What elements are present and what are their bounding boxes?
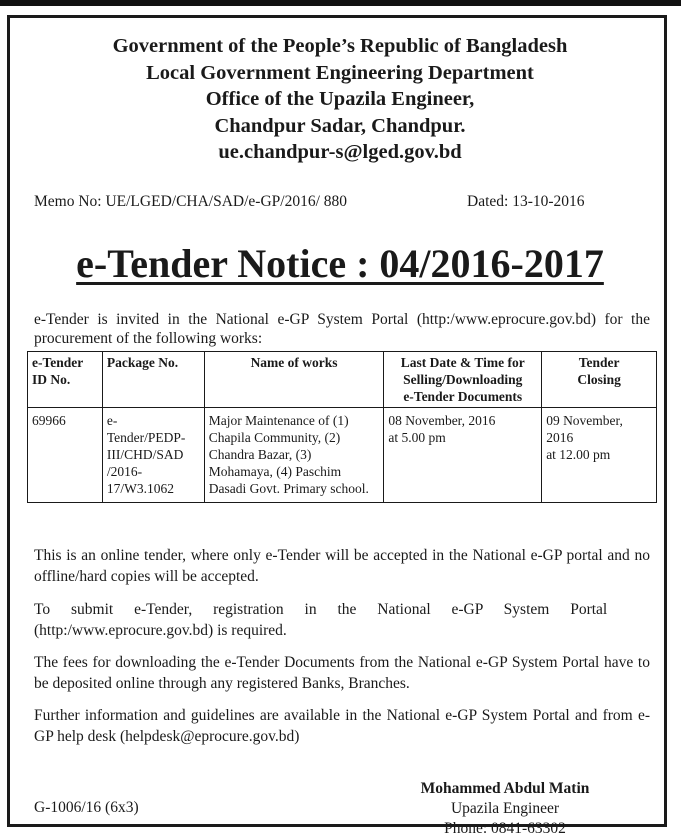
further-info-paragraph: Further information and guidelines are available in the National e-GP System Portal and from e-GP help desk (helpdesk@eprocure.gov.bd) — [34, 707, 650, 745]
registration-line-1: To submit e-Tender, registration in the National e-GP System Portal — [34, 601, 608, 618]
reference-code: G-1006/16 (6x3) — [34, 799, 139, 816]
registration-paragraph — [34, 599, 650, 641]
memo-number: Memo No: UE/LGED/CHA/SAD/e-GP/2016/ 880 — [34, 193, 348, 210]
signature-block — [400, 779, 610, 839]
intro-text: e-Tender is invited in the National e-GP System Portal (http:/www.eprocure.gov.bd) for the procurement of the following works: — [34, 311, 650, 347]
cell-tender-closing: 09 November, 2016 at 12.00 pm — [542, 408, 657, 503]
header-package-no: Package No. — [102, 352, 204, 408]
table-header-row — [28, 352, 657, 408]
header-last-date: Last Date & Time for Selling/Downloading e-Tender Documents — [384, 352, 542, 408]
signatory-phone: Phone: 0841-63302 — [444, 820, 566, 837]
online-tender-paragraph: This is an online tender, where only e-Tender will be accepted in the National e-GP portal and no offline/hard copies will be accepted. — [34, 547, 650, 585]
cell-package-no: e- Tender/PEDP- III/CHD/SAD /2016- 17/W3.1062 — [102, 408, 204, 503]
cell-name-of-works: Major Maintenance of (1) Chapila Community, (2) Chandra Bazar, (3) Mohamaya, (4) Paschim Dasadi Govt. Primary school. — [204, 408, 384, 503]
header-government: Government of the People’s Republic of Bangladesh — [112, 35, 568, 57]
tender-table — [27, 351, 657, 503]
header-office: Office of the Upazila Engineer, — [205, 88, 475, 110]
cell-last-date: 08 November, 2016 at 5.00 pm — [384, 408, 542, 503]
registration-line-2: (http:/www.eprocure.gov.bd) is required. — [34, 622, 287, 639]
table-row — [28, 408, 657, 503]
header-email: ue.chandpur-s@lged.gov.bd — [218, 141, 462, 163]
signatory-designation: Upazila Engineer — [450, 800, 559, 817]
memo-date: Dated: 13-10-2016 — [467, 193, 585, 210]
fees-paragraph: The fees for downloading the e-Tender Documents from the National e-GP System Portal have to be deposited online through any registered Banks, Branches. — [34, 654, 650, 692]
notice-title-text: e-Tender Notice : 04/2016-2017 — [76, 241, 604, 286]
notice-frame — [7, 15, 667, 837]
notice-header — [10, 33, 670, 166]
header-tender-closing: Tender Closing — [542, 352, 657, 408]
signatory-name: Mohammed Abdul Matin — [420, 780, 590, 797]
cell-tender-id: 69966 — [28, 408, 103, 503]
header-department: Local Government Engineering Department — [146, 61, 534, 84]
header-tender-id: e-Tender ID No. — [28, 352, 103, 408]
notice-title — [10, 238, 670, 290]
header-location: Chandpur Sadar, Chandpur. — [214, 114, 466, 137]
top-border-bar — [0, 0, 681, 6]
header-name-of-works: Name of works — [204, 352, 384, 408]
